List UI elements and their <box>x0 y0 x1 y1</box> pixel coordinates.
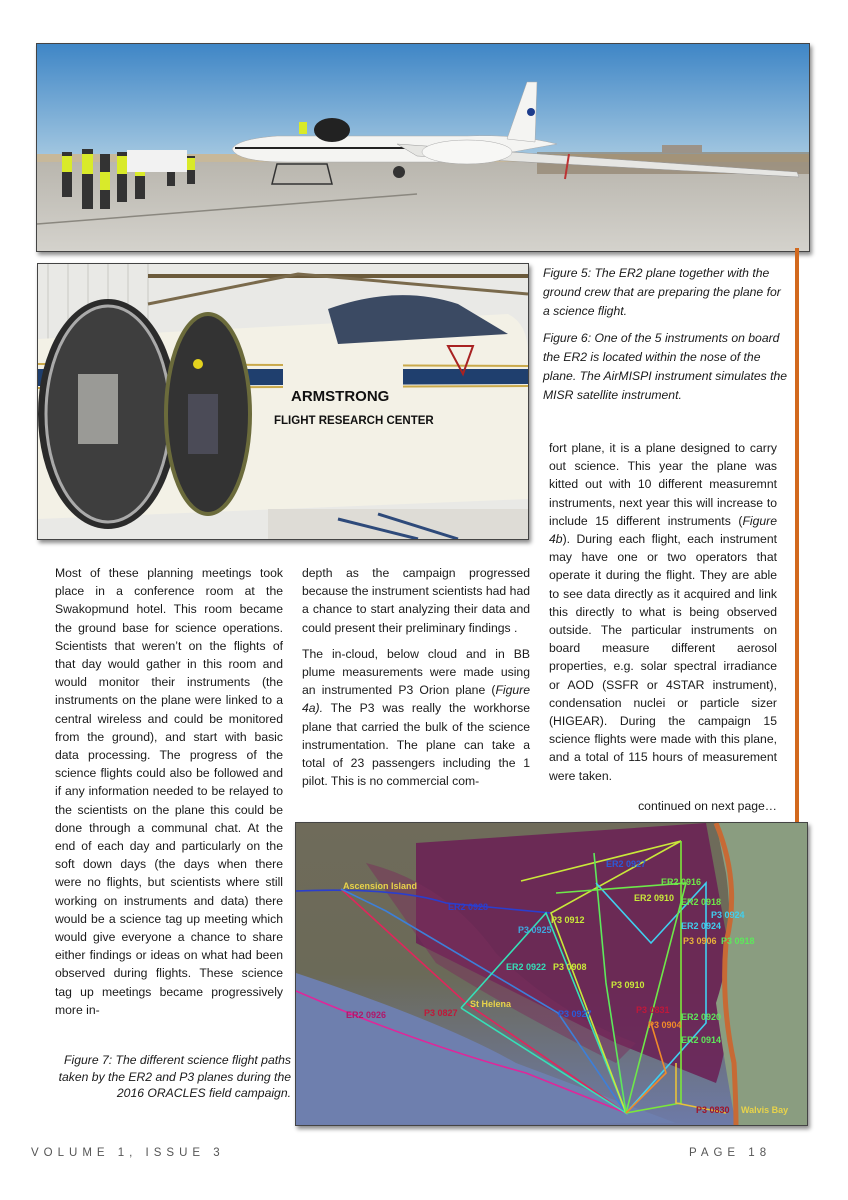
footer-page-number: PAGE 18 <box>689 1147 772 1159</box>
map-label: P3 0904 <box>648 1020 682 1030</box>
fuselage-text-armstrong: ARMSTRONG <box>291 388 390 405</box>
er2-nose-photo-icon <box>38 264 528 539</box>
column-2-paragraph-1: depth as the campaign progressed because the instrument scientists had had a chance to start analyzing their data and could present their preliminary findings . <box>302 566 530 635</box>
map-label: ER2 0922 <box>506 962 547 972</box>
figure-6-photo <box>37 263 529 540</box>
map-label: P3 0831 <box>636 1005 670 1015</box>
col3-text-a: fort plane, it is a plane designed to carry out science. This year the plane was kitted out with 10 different measuremnt instruments, next year this will increase to include 15 different instruments ( <box>549 441 777 528</box>
map-place-st-helena: St Helena <box>470 999 512 1009</box>
column-3-paragraph <box>549 439 777 785</box>
footer-volume: VOLUME 1, ISSUE 3 <box>31 1147 225 1159</box>
figure-6-caption: Figure 6: One of the 5 instruments on board the ER2 is located within the nose of the plane. The AirMISPI instrument simulates the MISR satellite instrument. <box>543 331 788 402</box>
map-label: P3 0924 <box>711 910 745 920</box>
figure-5-caption: Figure 5: The ER2 plane together with the ground crew that are preparing the plane for a science flight. <box>543 266 781 318</box>
column-1-paragraph: Most of these planning meetings took place in a conference room at the Swakopmund hotel. This room became the ground base for science operations. Scientists that weren’t on the flights of that day would gather in this room and would monitor their instruments (the instruments on the plane were linked to a central wireless and could be monitored from the ground), and start with basic data processing. The progress of the science flights could also be followed and if any information needed to be relayed to the scientists on the plane this could be done through a communal chat. At the end of each day and particularly on the soft down days (the days when there were no flights, but scientists where still working on instruments and data) there would be a science tag up meeting which would give everyone a chance to share either findings or ideas on what had been observed during flights. These science tag up meetings became progressively more in- <box>55 566 283 1017</box>
map-label: P3 0906 <box>683 936 717 946</box>
map-label: ER2 0910 <box>634 893 675 903</box>
map-label: ER2 0924 <box>681 921 722 931</box>
map-label: P3 0830 <box>696 1105 730 1115</box>
map-label: P3 0827 <box>424 1008 458 1018</box>
figure-5-6-captions <box>543 264 788 413</box>
col3-text-b: ). During each flight, each instrument may have one or two operators that operate it during the flight. They are able to see data directly as it acquired and link this directly to what is being observed outside. The particular instruments on board measure different aerosol properties, e.g. solar spectral irradiance or AOD (SSFR or 4STAR instrument), condensation nuclei or particle sizer (HIGEAR). During the campaign 15 science flights were made with this plane, and a total of 115 hours of measurement were taken. <box>549 532 777 783</box>
map-label: P3 0925 <box>518 925 552 935</box>
map-label: ER2 0918 <box>681 897 722 907</box>
figure-5-photo <box>36 43 810 252</box>
column-3 <box>549 439 777 815</box>
flight-paths-map-icon <box>296 823 807 1125</box>
accent-rule <box>795 250 799 822</box>
map-label: ER2 0914 <box>681 1035 722 1045</box>
map-label: ER2 0926 <box>346 1010 387 1020</box>
figure-4b-reference: Figure 4b <box>549 513 777 547</box>
fuselage-text-frc: FLIGHT RESEARCH CENTER <box>274 415 434 427</box>
map-label: P3 0918 <box>721 936 755 946</box>
map-label: ER2 0928 <box>448 902 489 912</box>
map-label: P3 0908 <box>553 962 587 972</box>
continued-note: continued on next page… <box>638 798 777 813</box>
figure-4a-reference: Figure 4a). <box>302 683 530 716</box>
er2-plane-photo-icon <box>37 44 809 251</box>
col2-text-b: The P3 was really the workhorse plane that carried the bulk of the science instrumentation. The plane can take a total of 23 passengers including the 1 pilot. This is no commercial com- <box>302 701 530 789</box>
map-label: P3 0910 <box>611 980 645 990</box>
figure-7-caption: Figure 7: The different science flight paths taken by the ER2 and P3 planes during the 2016 ORACLES field campaign. <box>58 1053 291 1100</box>
map-label: ER2 0927 <box>606 859 647 869</box>
figure-7-map <box>295 822 808 1126</box>
map-label: ER2 0920 <box>681 1012 722 1022</box>
map-place-walvis-bay: Walvis Bay <box>741 1105 789 1115</box>
column-2 <box>302 564 530 798</box>
map-place-ascension: Ascension Island <box>343 881 418 891</box>
map-label: P3 0912 <box>551 915 585 925</box>
col2-text-a: The in-cloud, below cloud and in BB plume measurements were made using an instrumented P3 Orion plane ( <box>302 646 530 698</box>
map-label: P3 0927 <box>558 1009 592 1019</box>
map-label: ER2 0916 <box>661 877 702 887</box>
column-1 <box>55 564 283 1027</box>
column-2-paragraph-2 <box>302 645 530 791</box>
